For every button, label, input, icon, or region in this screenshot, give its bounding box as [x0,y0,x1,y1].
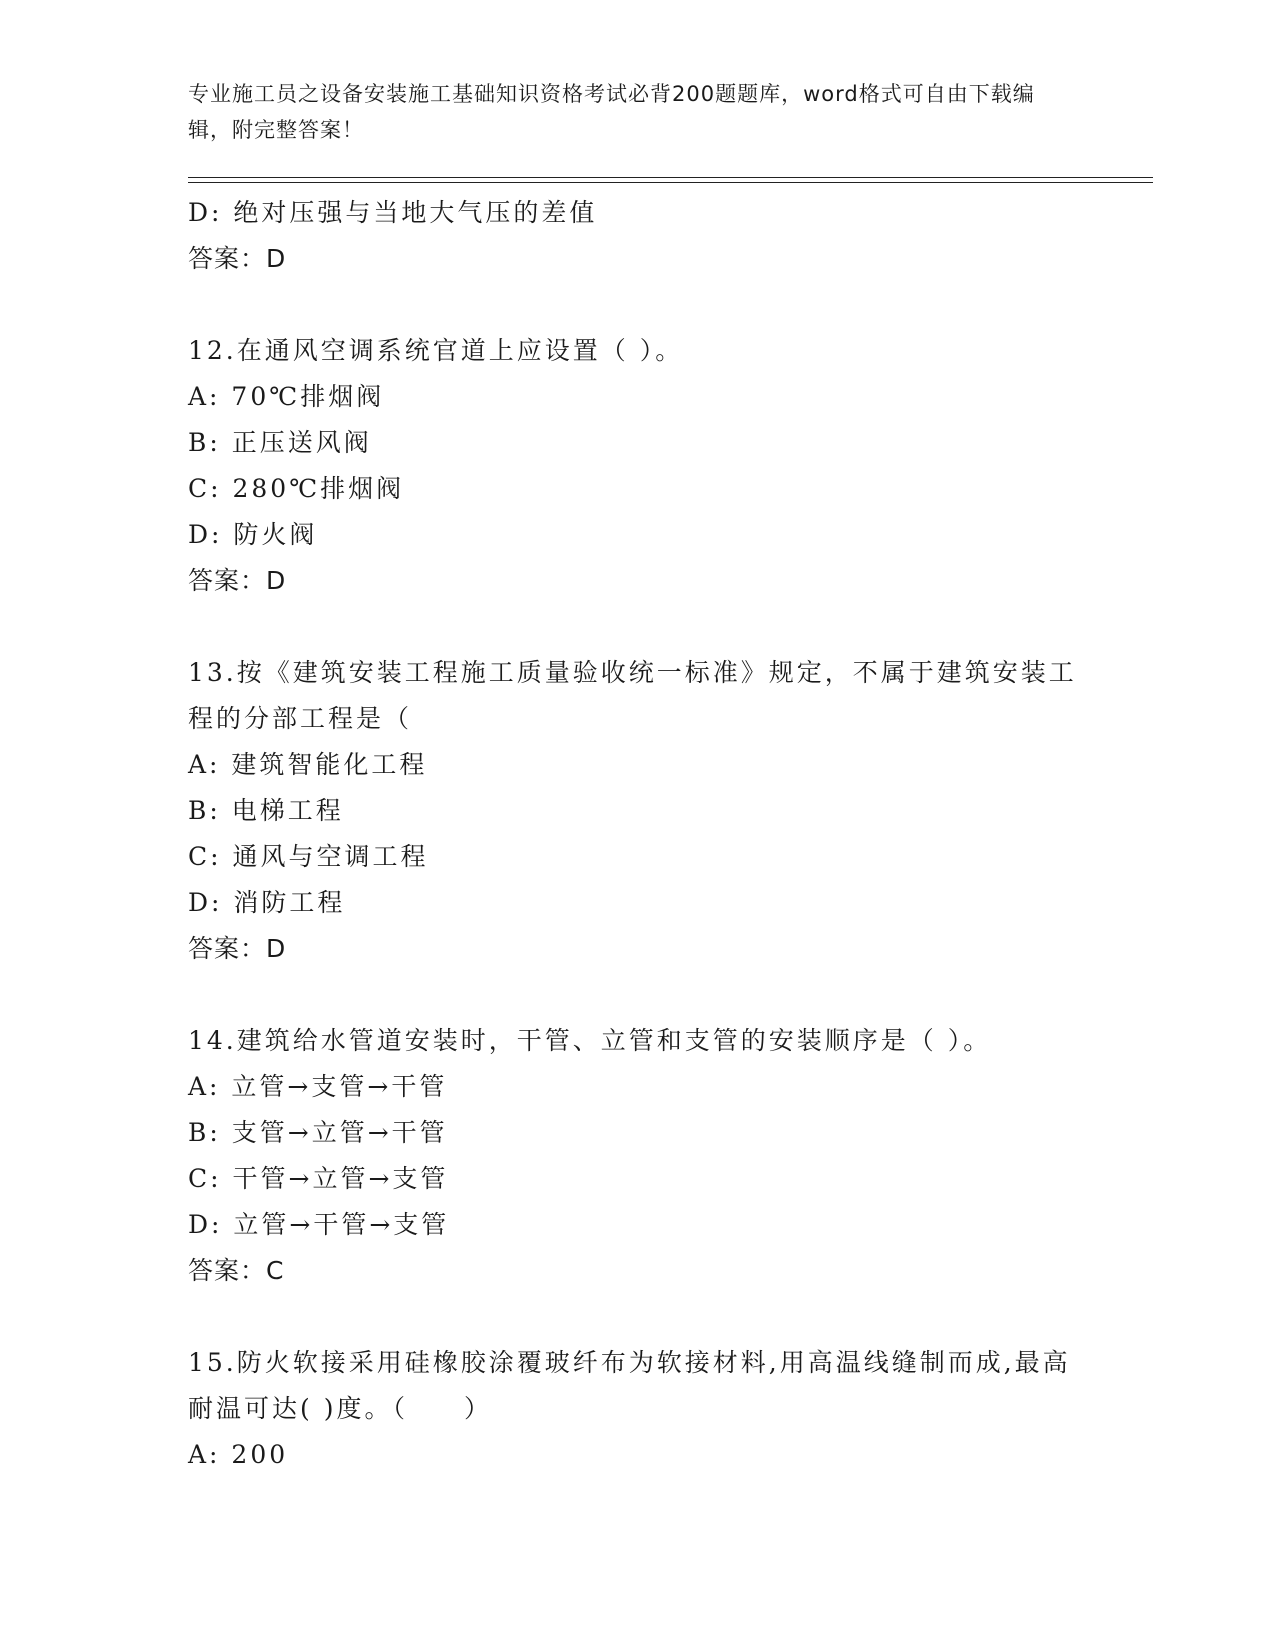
option-a: A: 立管→支管→干管 [188,1072,448,1101]
header-divider-top [188,177,1153,178]
answer: 答案：D [188,566,287,595]
option-c: C: 通风与空调工程 [188,842,429,871]
option-c: C: 干管→立管→支管 [188,1164,449,1193]
option-a: A: 70℃排烟阀 [188,382,385,411]
spacer [188,972,1088,1018]
document-header: 专业施工员之设备安装施工基础知识资格考试必背200题题库，word格式可自由下载编辑，附完整答案！ [188,82,1035,142]
option-b: B: 正压送风阀 [188,428,372,457]
question-stem: 12.在通风空调系统官道上应设置（ ）。 [188,336,684,365]
answer: 答案：D [188,244,287,273]
option-d: D: 立管→干管→支管 [188,1210,450,1239]
spacer [188,282,1088,328]
answer: 答案：D [188,934,287,963]
spacer [188,604,1088,650]
spacer [188,1294,1088,1340]
option-a: A: 200 [188,1440,289,1469]
option-d: D: 消防工程 [188,888,346,917]
answer: 答案：C [188,1256,285,1285]
question-14 [188,1018,1088,1294]
option-c: C: 280℃排烟阀 [188,474,405,503]
question-stem: 15.防火软接采用硅橡胶涂覆玻纤布为软接材料,用高温线缝制而成,最高耐温可达( )度。（ ） [188,1348,1071,1423]
header-divider-bottom [188,182,1153,183]
option-d: D: 绝对压强与当地大气压的差值 [188,198,598,227]
option-a: A: 建筑智能化工程 [188,750,428,779]
question-12 [188,328,1088,604]
document-body [188,190,1088,1478]
question-stem: 14.建筑给水管道安装时，干管、立管和支管的安装顺序是（ ）。 [188,1026,992,1055]
option-b: B: 支管→立管→干管 [188,1118,448,1147]
option-d: D: 防火阀 [188,520,318,549]
option-b: B: 电梯工程 [188,796,344,825]
question-stem: 13.按《建筑安装工程施工质量验收统一标准》规定，不属于建筑安装工程的分部工程是（ [188,658,1077,733]
question-15 [188,1340,1088,1478]
question-13 [188,650,1088,972]
